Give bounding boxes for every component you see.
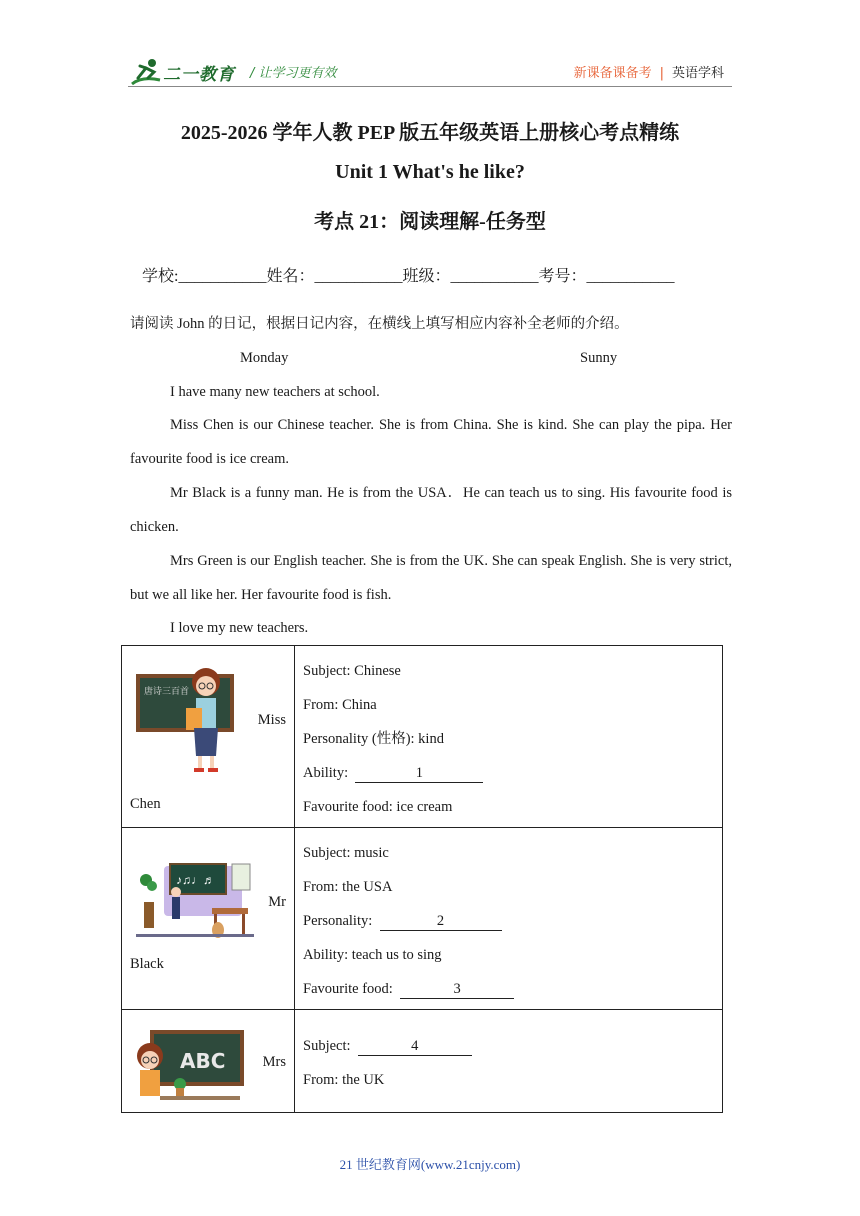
subject-label: Subject:: [303, 1038, 351, 1054]
page-footer: 21 世纪教育网(www.21cnjy.com): [339, 1157, 521, 1172]
from-line: From: the UK: [303, 1072, 385, 1088]
teacher-name-title: Mr: [268, 894, 286, 910]
teacher-name-surname: Chen: [130, 796, 161, 812]
food-label: Favourite food:: [303, 981, 393, 997]
teacher-picture-cell: [122, 1010, 295, 1113]
logo-text: 二一教育: [163, 65, 235, 85]
svg-text:♪♫♩♬: ♪♫♩♬: [176, 873, 215, 887]
teacher-name-title: Miss: [257, 712, 286, 728]
answer-blank-1[interactable]: 1: [355, 764, 483, 783]
teacher-picture-cell: [122, 828, 295, 1010]
personality-line: [303, 904, 714, 938]
answer-blank-3[interactable]: 3: [400, 980, 514, 999]
logo: [130, 58, 240, 88]
diary-weather: Sunny: [580, 350, 618, 366]
teacher-info-cell: [295, 1010, 723, 1113]
ability-line: Ability: teach us to sing: [303, 947, 442, 963]
subject-line: Subject: music: [303, 845, 389, 861]
subject-line: Subject: Chinese: [303, 663, 401, 679]
table-row: [122, 828, 723, 1010]
board-text: 唐诗三百首: [144, 686, 190, 696]
answer-blank-2[interactable]: 2: [380, 912, 502, 931]
diary-line: Mr Black is a funny man. He is from the USA．He can teach us to sing. His favourite food is chicken.: [130, 485, 732, 535]
answer-blank-4[interactable]: 4: [358, 1037, 472, 1056]
diary-line: Miss Chen is our Chinese teacher. She is from China. She is kind. She can play the pipa. Her favourite food is ice cream.: [130, 417, 732, 467]
ability-label: Ability:: [303, 765, 349, 781]
header-subject-label: 英语学科: [671, 66, 724, 81]
header-divider: [128, 86, 732, 87]
page-header: [0, 0, 860, 100]
unit-title: Unit 1 What's he like?: [335, 161, 525, 183]
runner-logo-icon: [130, 58, 164, 88]
personality-line: Personality (性格): kind: [303, 731, 444, 747]
diary-line: I love my new teachers.: [170, 620, 309, 636]
subject-line: [303, 1029, 714, 1063]
teacher-name-surname: Black: [130, 956, 164, 972]
teacher-picture-cell: [122, 646, 295, 828]
food-line: Favourite food: ice cream: [303, 799, 453, 815]
board-text: ABC: [180, 1049, 226, 1073]
diary-line: Mrs Green is our English teacher. She is from the UK. She can speak English. She is very strict, but we all like her. Her favourite food is fish.: [130, 553, 732, 603]
food-line: [303, 972, 714, 1006]
student-info-line: 学校:___________姓名：___________班级：___________考号：___________: [142, 268, 675, 285]
table-row: [122, 646, 723, 828]
table-row: [122, 1010, 723, 1113]
ability-line: [303, 756, 714, 790]
teacher-name-title: Mrs: [262, 1054, 286, 1070]
teacher-green-illustration: [130, 1028, 246, 1102]
personality-label: Personality:: [303, 913, 373, 929]
from-line: From: China: [303, 697, 377, 713]
header-course-label: 新课备课备考: [573, 66, 652, 81]
teacher-table: [121, 645, 723, 1113]
diary-line: I have many new teachers at school.: [170, 384, 380, 400]
slogan: / 让学习更有效: [250, 66, 337, 81]
instruction: 请阅读 John 的日记，根据日记内容，在横线上填写相应内容补全老师的介绍。: [130, 316, 629, 332]
teacher-info-cell: [295, 646, 723, 828]
music-classroom-illustration: [134, 862, 256, 942]
header-separator: |: [659, 66, 664, 81]
page-title: 2025-2026 学年人教 PEP 版五年级英语上册核心考点精练: [180, 122, 680, 144]
teacher-info-cell: [295, 828, 723, 1010]
from-line: From: the USA: [303, 879, 393, 895]
diary-day: Monday: [240, 350, 289, 366]
teacher-chen-illustration: [134, 664, 249, 776]
header-right: [574, 62, 724, 81]
topic-title: 考点 21：阅读理解-任务型: [314, 211, 546, 233]
